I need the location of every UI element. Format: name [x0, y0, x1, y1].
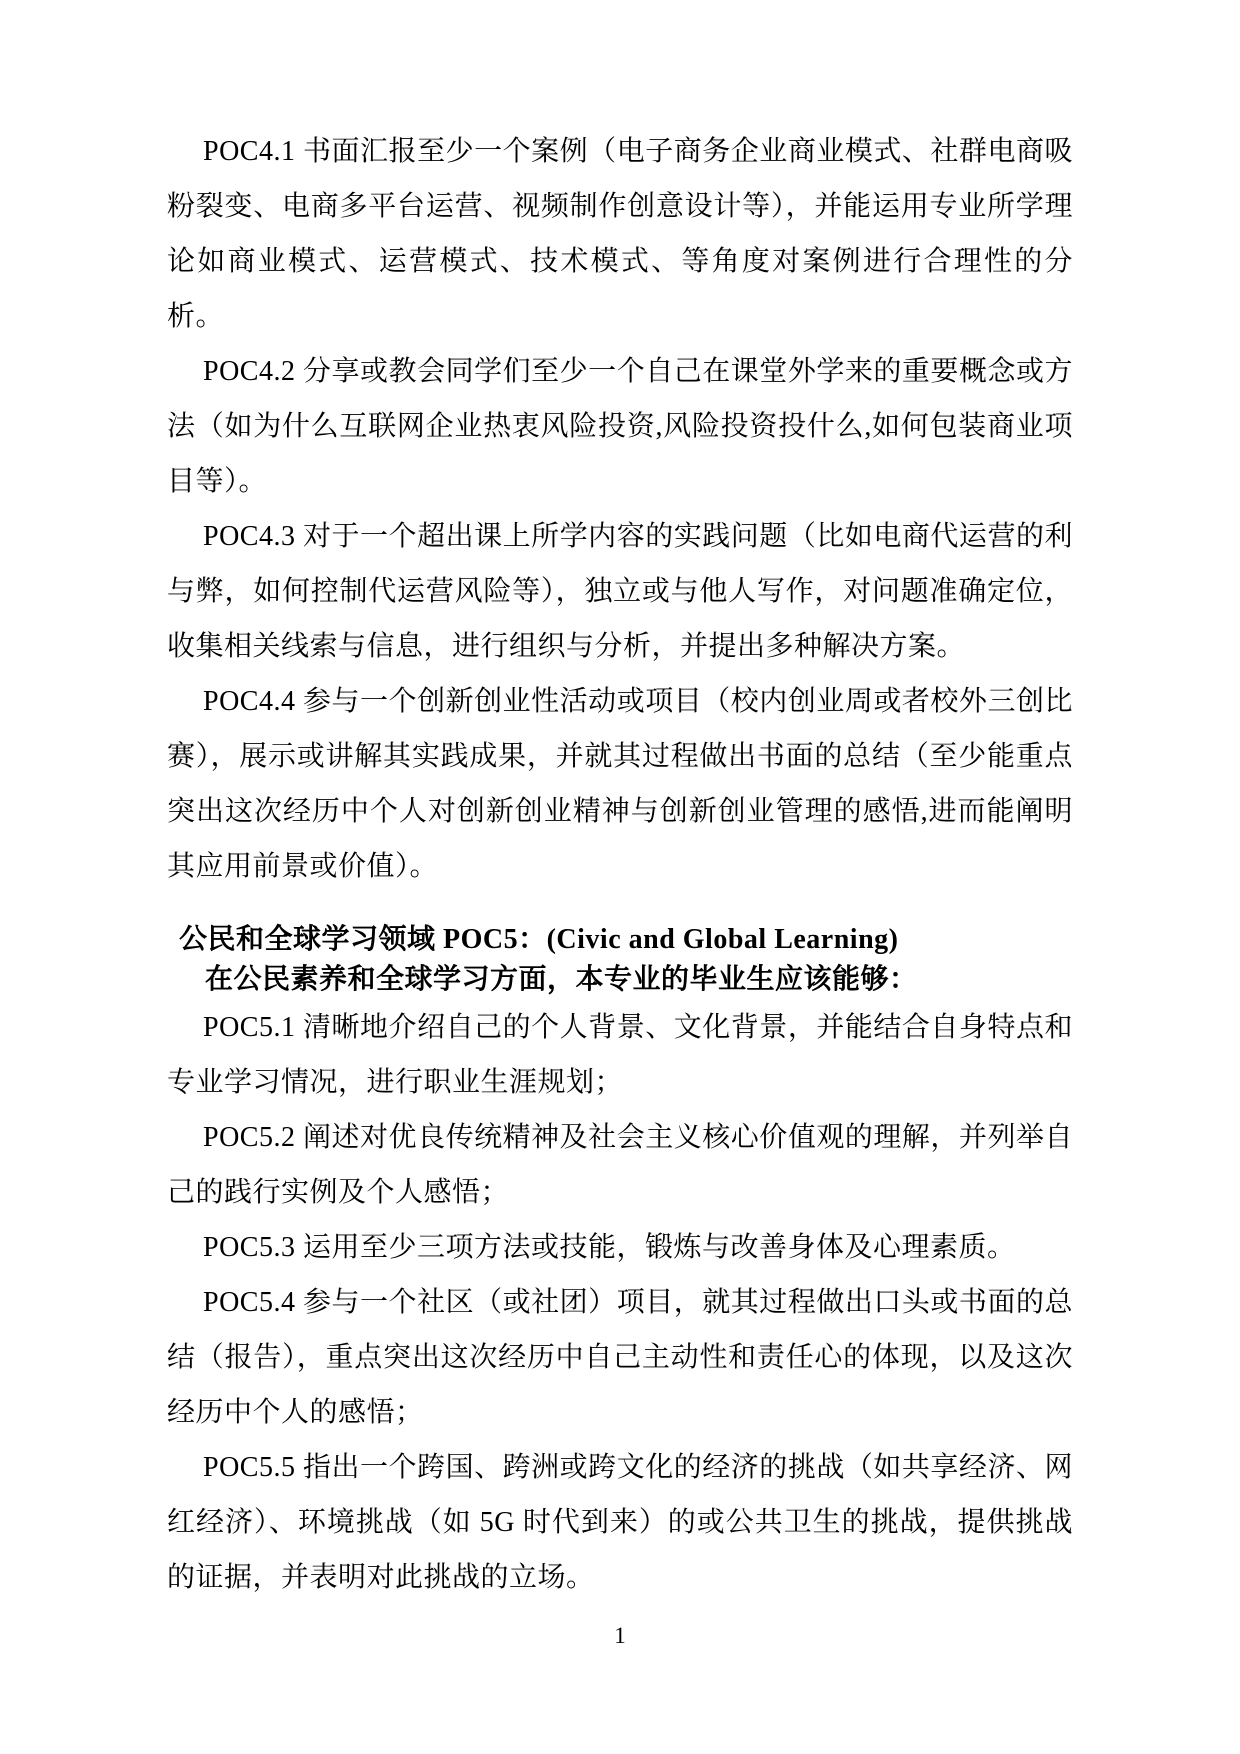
paragraph-poc5-4: POC5.4 参与一个社区（或社团）项目，就其过程做出口头或书面的总结（报告），重点突出这次经历中自己主动性和责任心的体现，以及这次经历中个人的感悟； — [167, 1287, 1073, 1428]
page-number: 1 — [614, 1623, 626, 1648]
paragraph-poc5-5: POC5.5 指出一个跨国、跨洲或跨文化的经济的挑战（如共享经济、网红经济）、环境挑战（如 5G 时代到来）的或公共卫生的挑战，提供挑战的证据，并表明对此挑战的立场。 — [167, 1452, 1073, 1593]
paragraph-poc4-2: POC4.2 分享或教会同学们至少一个自己在课堂外学来的重要概念或方法（如为什么互联网企业热衷风险投资,风险投资投什么,如何包装商业项目等）。 — [167, 356, 1073, 497]
paragraph-poc4-1: POC4.1 书面汇报至少一个案例（电子商务企业商业模式、社群电商吸粉裂变、电商多平台运营、视频制作创意设计等），并能运用专业所学理论如商业模式、运营模式、技术模式、等角度对案例进行合理性的分析。 — [167, 136, 1073, 332]
section-heading-poc5-title: 公民和全球学习领域 POC5：(Civic and Global Learning) — [179, 924, 899, 955]
section-heading-poc5 — [167, 920, 1073, 1000]
paragraph-poc5-2: POC5.2 阐述对优良传统精神及社会主义核心价值观的理解，并列举自己的践行实例及个人感悟； — [167, 1122, 1073, 1208]
paragraph-poc4-4: POC4.4 参与一个创新创业性活动或项目（校内创业周或者校外三创比赛），展示或讲解其实践成果，并就其过程做出书面的总结（至少能重点突出这次经历中个人对创新创业精神与创新创业管理的感悟,进而能阐明其应用前景或价值）。 — [167, 686, 1073, 882]
paragraph-poc4-3: POC4.3 对于一个超出课上所学内容的实践问题（比如电商代运营的利与弊，如何控制代运营风险等），独立或与他人写作，对问题准确定位，收集相关线索与信息，进行组织与分析，并提出多种解决方案。 — [167, 521, 1073, 662]
paragraph-poc5-1: POC5.1 清晰地介绍自己的个人背景、文化背景，并能结合自身特点和专业学习情况，进行职业生涯规划； — [167, 1012, 1073, 1098]
document-body — [167, 124, 1073, 1605]
section-heading-poc5-subtitle: 在公民素养和全球学习方面，本专业的毕业生应该能够： — [205, 964, 918, 995]
paragraph-poc5-3: POC5.3 运用至少三项方法或技能，锻炼与改善身体及心理素质。 — [203, 1232, 1016, 1263]
